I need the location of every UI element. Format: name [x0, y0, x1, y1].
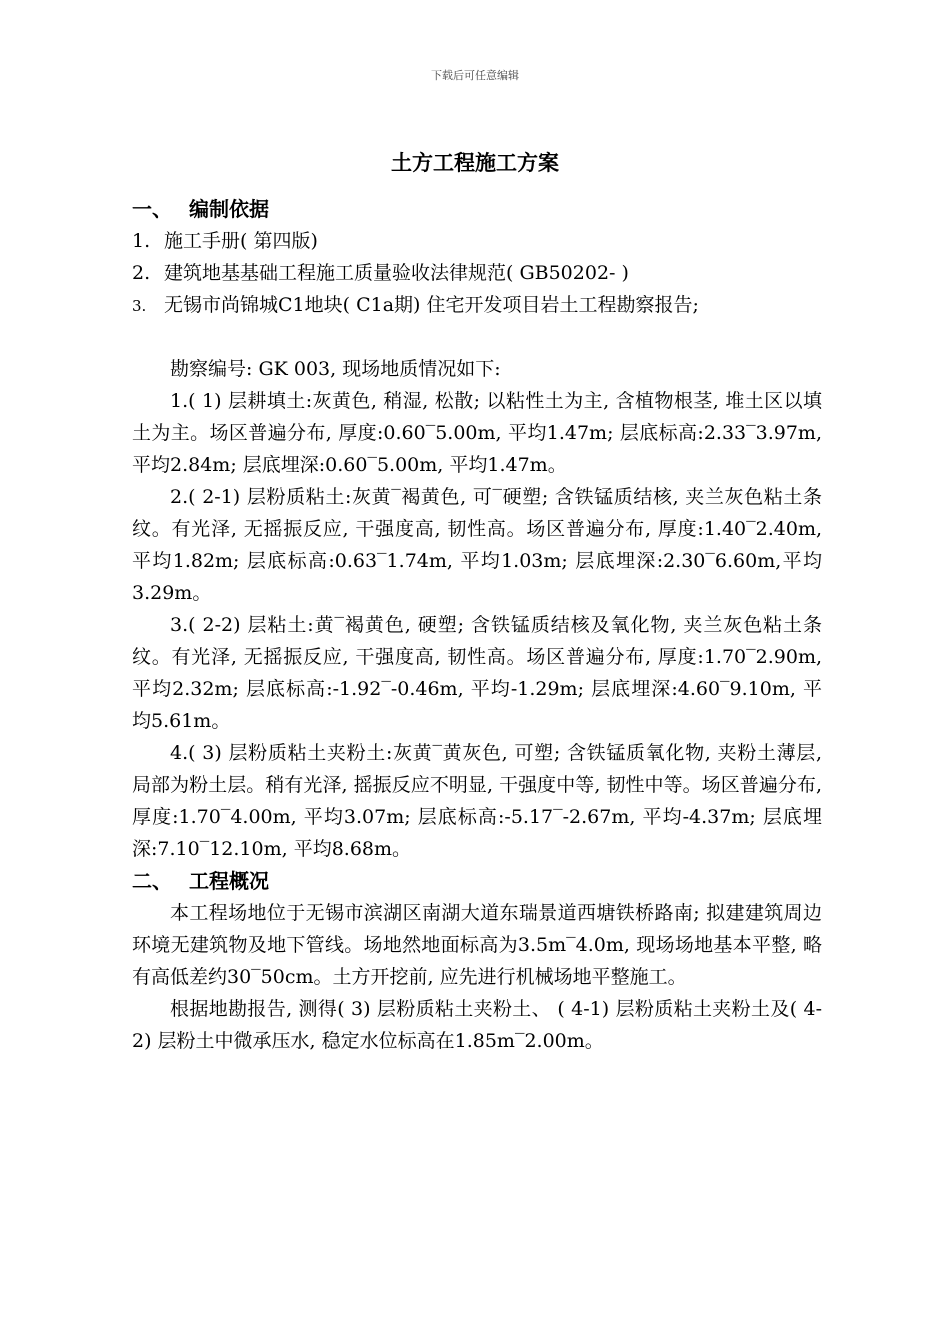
paragraph: 1.( 1) 层耕填土:灰黄色, 稍湿, 松散; 以粘性土为主, 含植物根茎, 堆土区以填土为主。场区普遍分布, 厚度:0.60‾5.00m, 平均1.47m; 层底标高:2.33‾3.97m, 平均2.84m; 层底埋深:0.60‾5.00m, 平均1.47m。	[132, 390, 822, 476]
list-item-text: 无锡市尚锦城C1地块( C1a期) 住宅开发项目岩土工程勘察报告;	[164, 294, 699, 316]
list-item-number: 2.	[132, 262, 151, 284]
list-item-number: 1.	[132, 230, 151, 252]
section-number: 二、	[132, 869, 172, 893]
list-item	[132, 257, 822, 289]
paragraph: 3.( 2-2) 层粘土:黄‾褐黄色, 硬塑; 含铁锰质结核及氧化物, 夹兰灰色粘土条纹。有光泽, 无摇振反应, 干强度高, 韧性高。场区普遍分布, 厚度:1.70‾2.90m, 平均2.32m; 层底标高:-1.92‾-0.46m, 平均-1.29m; 层底埋深:4.60‾9.10m, 平均5.61m。	[132, 614, 822, 732]
header-note: 下载后可任意编辑	[431, 69, 519, 82]
list-item-text: 施工手册( 第四版)	[164, 230, 318, 252]
paragraph: 根据地勘报告, 测得( 3) 层粉质粘土夹粉土、 ( 4-1) 层粉质粘土夹粉土及( 4-2) 层粉土中微承压水, 稳定水位标高在1.85m‾2.00m。	[132, 998, 822, 1052]
section-title: 工程概况	[189, 869, 269, 893]
paragraph: 本工程场地位于无锡市滨湖区南湖大道东瑞景道西塘铁桥路南; 拟建建筑周边环境无建筑物及地下管线。场地然地面标高为3.5m‾4.0m, 现场场地基本平整, 略有高低差约30‾50cm。土方开挖前, 应先进行机械场地平整施工。	[132, 902, 822, 988]
section-title: 编制依据	[189, 197, 269, 221]
document-title: 土方工程施工方案	[391, 151, 559, 175]
section-heading-overview	[132, 865, 822, 897]
paragraph: 2.( 2-1) 层粉质粘土:灰黄‾褐黄色, 可‾硬塑; 含铁锰质结核, 夹兰灰色粘土条纹。有光泽, 无摇振反应, 干强度高, 韧性高。场区普遍分布, 厚度:1.40‾2.40m, 平均1.82m; 层底标高:0.63‾1.74m, 平均1.03m; 层底埋深:2.30‾6.60m,平均3.29m。	[132, 486, 822, 604]
list-item-text: 建筑地基基础工程施工质量验收法律规范( GB50202- )	[164, 262, 629, 284]
paragraph: 勘察编号: GK 003, 现场地质情况如下:	[170, 358, 501, 380]
list-item-number: 3.	[132, 297, 147, 315]
section-number: 一、	[132, 197, 172, 221]
list-item	[132, 225, 822, 257]
list-item	[132, 289, 822, 321]
spacer	[132, 321, 822, 353]
paragraph: 4.( 3) 层粉质粘土夹粉土:灰黄‾黄灰色, 可塑; 含铁锰质氧化物, 夹粉土薄层, 局部为粉土层。稍有光泽, 摇振反应不明显, 干强度中等, 韧性中等。场区普遍分布, 厚度:1.70‾4.00m, 平均3.07m; 层底标高:-5.17‾-2.67m, 平均-4.37m; 层底埋深:7.10‾12.10m, 平均8.68m。	[132, 742, 822, 860]
section-heading-basis	[132, 193, 822, 225]
document-body	[132, 193, 822, 1057]
